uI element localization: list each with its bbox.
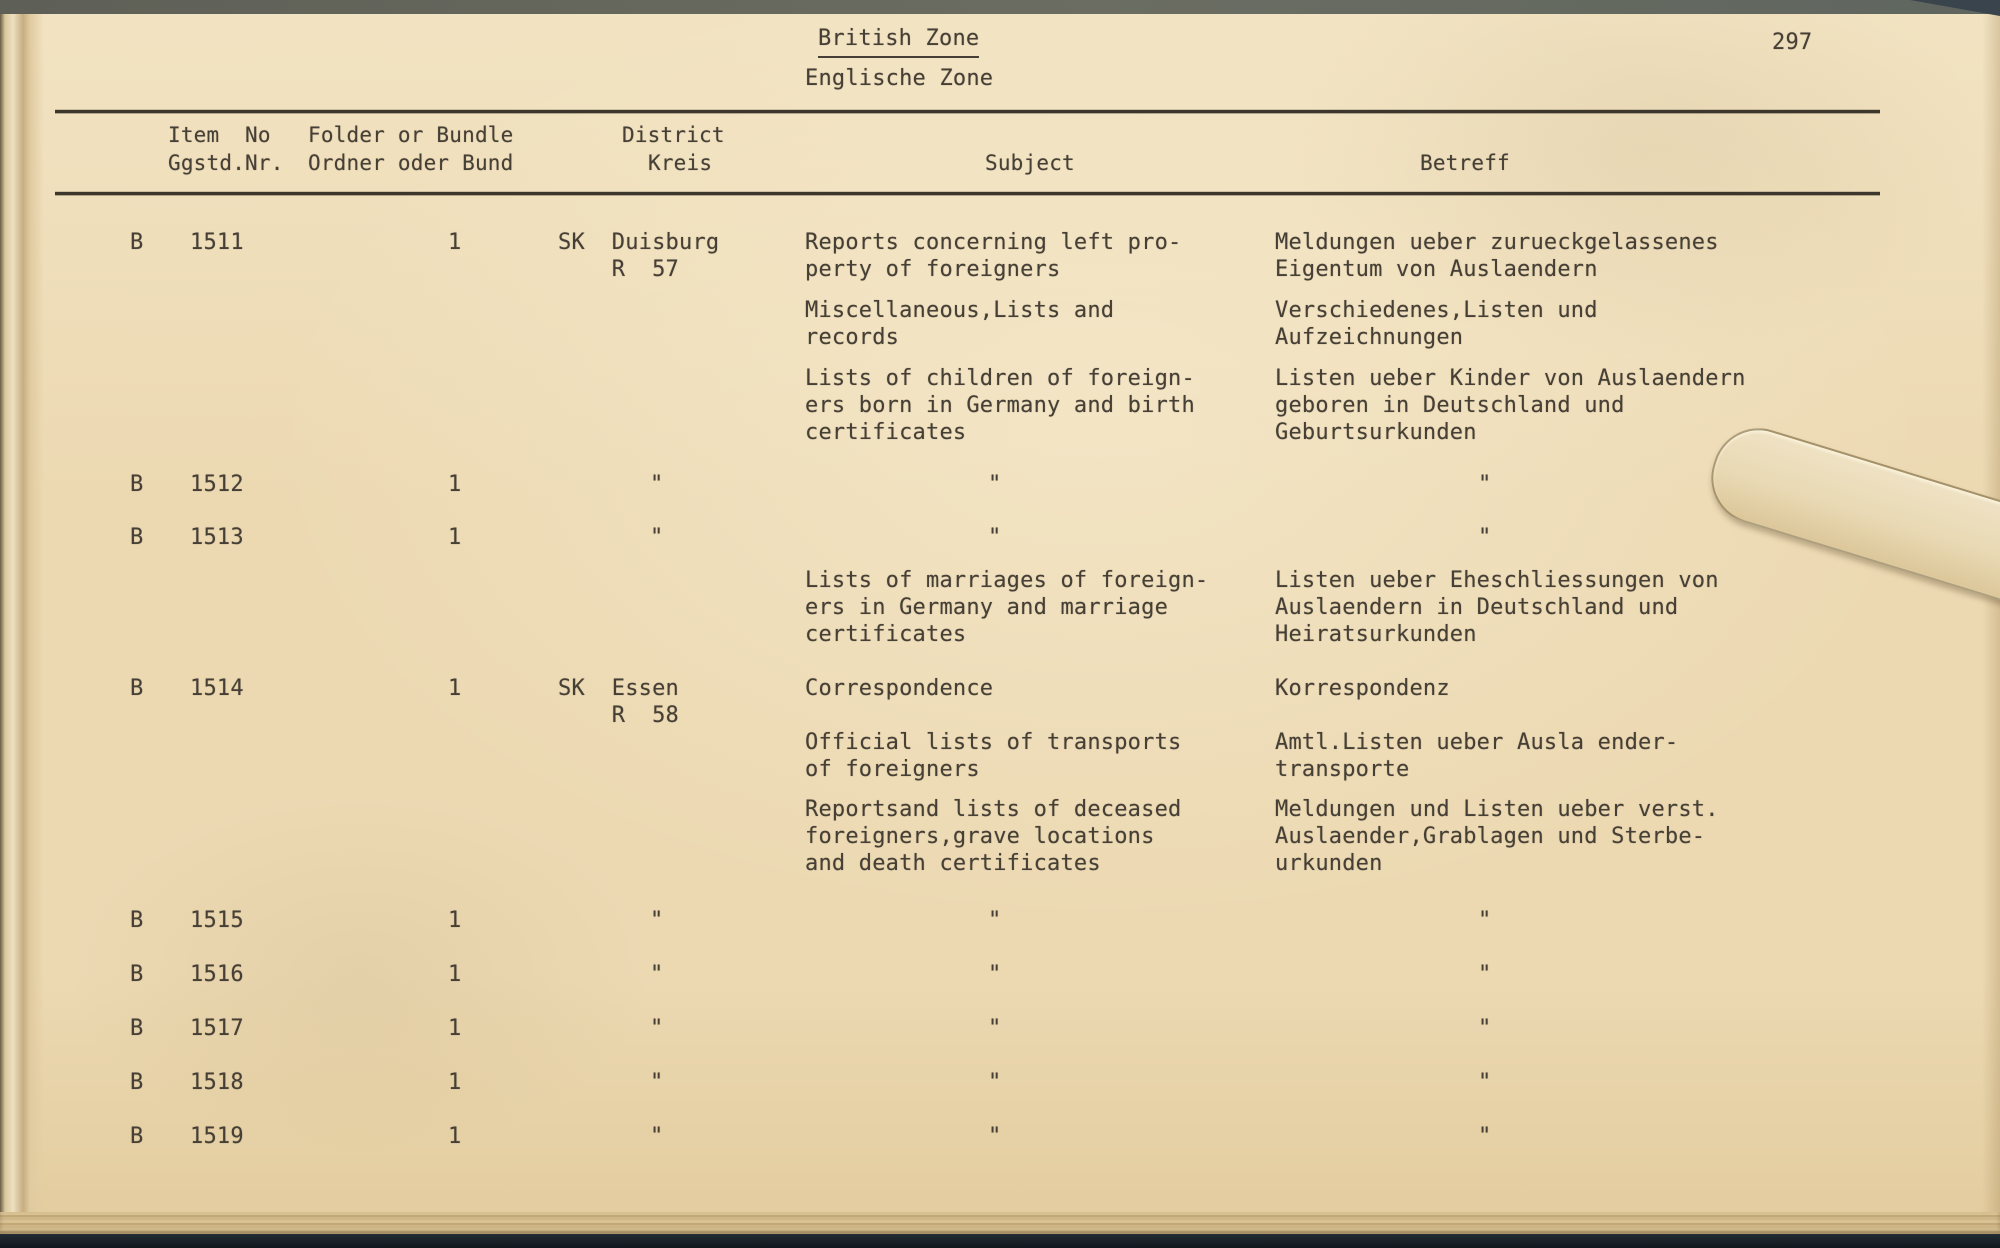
col-header-folder-en: Folder or Bundle bbox=[308, 123, 514, 147]
subject-line: perty of foreigners bbox=[805, 257, 1061, 282]
betreff-line: Auslaendern in Deutschland und bbox=[1275, 595, 1679, 620]
betreff-line: Meldungen ueber zurueckgelassenes bbox=[1275, 230, 1719, 255]
col-header-district-de: Kreis bbox=[648, 151, 713, 175]
folder-count: 1 bbox=[448, 472, 462, 497]
table-top-rule bbox=[55, 110, 1880, 113]
district-line: R 58 bbox=[558, 703, 680, 728]
subject-line: of foreigners bbox=[805, 757, 980, 782]
subject-line: Lists of marriages of foreign- bbox=[805, 568, 1209, 593]
betreff-line: urkunden bbox=[1275, 851, 1383, 876]
folder-count: 1 bbox=[448, 1070, 462, 1095]
scan-top-strip bbox=[0, 0, 2000, 14]
col-header-betreff: Betreff bbox=[1420, 151, 1510, 175]
betreff-line: Verschiedenes,Listen und bbox=[1275, 298, 1598, 323]
page-title-de: Englische Zone bbox=[805, 66, 994, 91]
scan-bottom-strip bbox=[0, 1234, 2000, 1248]
col-header-subject: Subject bbox=[985, 151, 1075, 175]
col-header-district-en: District bbox=[622, 123, 725, 147]
subject-line: ers in Germany and marriage bbox=[805, 595, 1169, 620]
ditto-mark: " bbox=[650, 525, 664, 550]
bone-folder-tool bbox=[1700, 417, 2000, 615]
betreff-line: Korrespondenz bbox=[1275, 676, 1450, 701]
betreff-line: Geburtsurkunden bbox=[1275, 420, 1477, 445]
betreff-line: Meldungen und Listen ueber verst. bbox=[1275, 797, 1719, 822]
page-stack-edge bbox=[0, 1212, 2000, 1234]
item-number: 1518 bbox=[190, 1070, 244, 1095]
ditto-mark: " bbox=[650, 1016, 664, 1041]
subject-line: Correspondence bbox=[805, 676, 994, 701]
ditto-mark: " bbox=[988, 1016, 1002, 1041]
item-number: 1513 bbox=[190, 525, 244, 550]
subject-line: foreigners,grave locations bbox=[805, 824, 1155, 849]
ditto-mark: " bbox=[1478, 1016, 1492, 1041]
betreff-line: Heiratsurkunden bbox=[1275, 622, 1477, 647]
item-number: 1516 bbox=[190, 962, 244, 987]
betreff-line: Amtl.Listen ueber Ausla ender- bbox=[1275, 730, 1679, 755]
betreff-line: Eigentum von Auslaendern bbox=[1275, 257, 1598, 282]
ditto-mark: " bbox=[988, 908, 1002, 933]
scan-corner-triangle bbox=[1910, 0, 2000, 16]
ditto-mark: " bbox=[650, 472, 664, 497]
item-letter: B bbox=[130, 676, 144, 701]
ditto-mark: " bbox=[1478, 472, 1492, 497]
betreff-line: transporte bbox=[1275, 757, 1410, 782]
subject-line: certificates bbox=[805, 420, 967, 445]
subject-line: Reports concerning left pro- bbox=[805, 230, 1182, 255]
item-letter: B bbox=[130, 1124, 144, 1149]
col-header-folder-de: Ordner oder Bund bbox=[308, 151, 514, 175]
ditto-mark: " bbox=[1478, 1124, 1492, 1149]
item-number: 1511 bbox=[190, 230, 244, 255]
folder-count: 1 bbox=[448, 230, 462, 255]
betreff-line: geboren in Deutschland und bbox=[1275, 393, 1625, 418]
subject-line: ers born in Germany and birth bbox=[805, 393, 1195, 418]
folder-count: 1 bbox=[448, 525, 462, 550]
folder-count: 1 bbox=[448, 962, 462, 987]
subject-line: and death certificates bbox=[805, 851, 1101, 876]
page-title-en: British Zone bbox=[818, 26, 979, 58]
item-letter: B bbox=[130, 525, 144, 550]
book-gutter-edge bbox=[0, 0, 44, 1248]
item-letter: B bbox=[130, 908, 144, 933]
ditto-mark: " bbox=[1478, 1070, 1492, 1095]
item-number: 1515 bbox=[190, 908, 244, 933]
betreff-line: Auslaender,Grablagen und Sterbe- bbox=[1275, 824, 1706, 849]
item-letter: B bbox=[130, 1016, 144, 1041]
district-line: SK Duisburg bbox=[558, 230, 720, 255]
betreff-line: Aufzeichnungen bbox=[1275, 325, 1464, 350]
item-letter: B bbox=[130, 962, 144, 987]
page-number: 297 bbox=[1772, 30, 1813, 55]
item-number: 1512 bbox=[190, 472, 244, 497]
ditto-mark: " bbox=[988, 472, 1002, 497]
folder-count: 1 bbox=[448, 676, 462, 701]
folder-count: 1 bbox=[448, 1016, 462, 1041]
subject-line: Miscellaneous,Lists and bbox=[805, 298, 1115, 323]
ditto-mark: " bbox=[1478, 908, 1492, 933]
subject-line: Reportsand lists of deceased bbox=[805, 797, 1182, 822]
ditto-mark: " bbox=[650, 1124, 664, 1149]
district-line: SK Essen bbox=[558, 676, 680, 701]
district-line: R 57 bbox=[558, 257, 680, 282]
betreff-line: Listen ueber Eheschliessungen von bbox=[1275, 568, 1719, 593]
folder-count: 1 bbox=[448, 1124, 462, 1149]
subject-line: Official lists of transports bbox=[805, 730, 1182, 755]
col-header-item-en: Item No bbox=[168, 123, 271, 147]
subject-line: records bbox=[805, 325, 900, 350]
ditto-mark: " bbox=[988, 1124, 1002, 1149]
ditto-mark: " bbox=[988, 525, 1002, 550]
col-header-item-de: Ggstd.Nr. bbox=[168, 151, 284, 175]
ditto-mark: " bbox=[650, 962, 664, 987]
folder-count: 1 bbox=[448, 908, 462, 933]
item-number: 1514 bbox=[190, 676, 244, 701]
ditto-mark: " bbox=[650, 908, 664, 933]
item-number: 1519 bbox=[190, 1124, 244, 1149]
table-header-rule bbox=[55, 192, 1880, 195]
ditto-mark: " bbox=[988, 1070, 1002, 1095]
ditto-mark: " bbox=[1478, 962, 1492, 987]
ditto-mark: " bbox=[1478, 525, 1492, 550]
item-letter: B bbox=[130, 1070, 144, 1095]
item-letter: B bbox=[130, 230, 144, 255]
page-right-shadow bbox=[1982, 0, 2000, 1248]
ditto-mark: " bbox=[650, 1070, 664, 1095]
subject-line: Lists of children of foreign- bbox=[805, 366, 1195, 391]
ditto-mark: " bbox=[988, 962, 1002, 987]
subject-line: certificates bbox=[805, 622, 967, 647]
item-letter: B bbox=[130, 472, 144, 497]
betreff-line: Listen ueber Kinder von Auslaendern bbox=[1275, 366, 1746, 391]
item-number: 1517 bbox=[190, 1016, 244, 1041]
